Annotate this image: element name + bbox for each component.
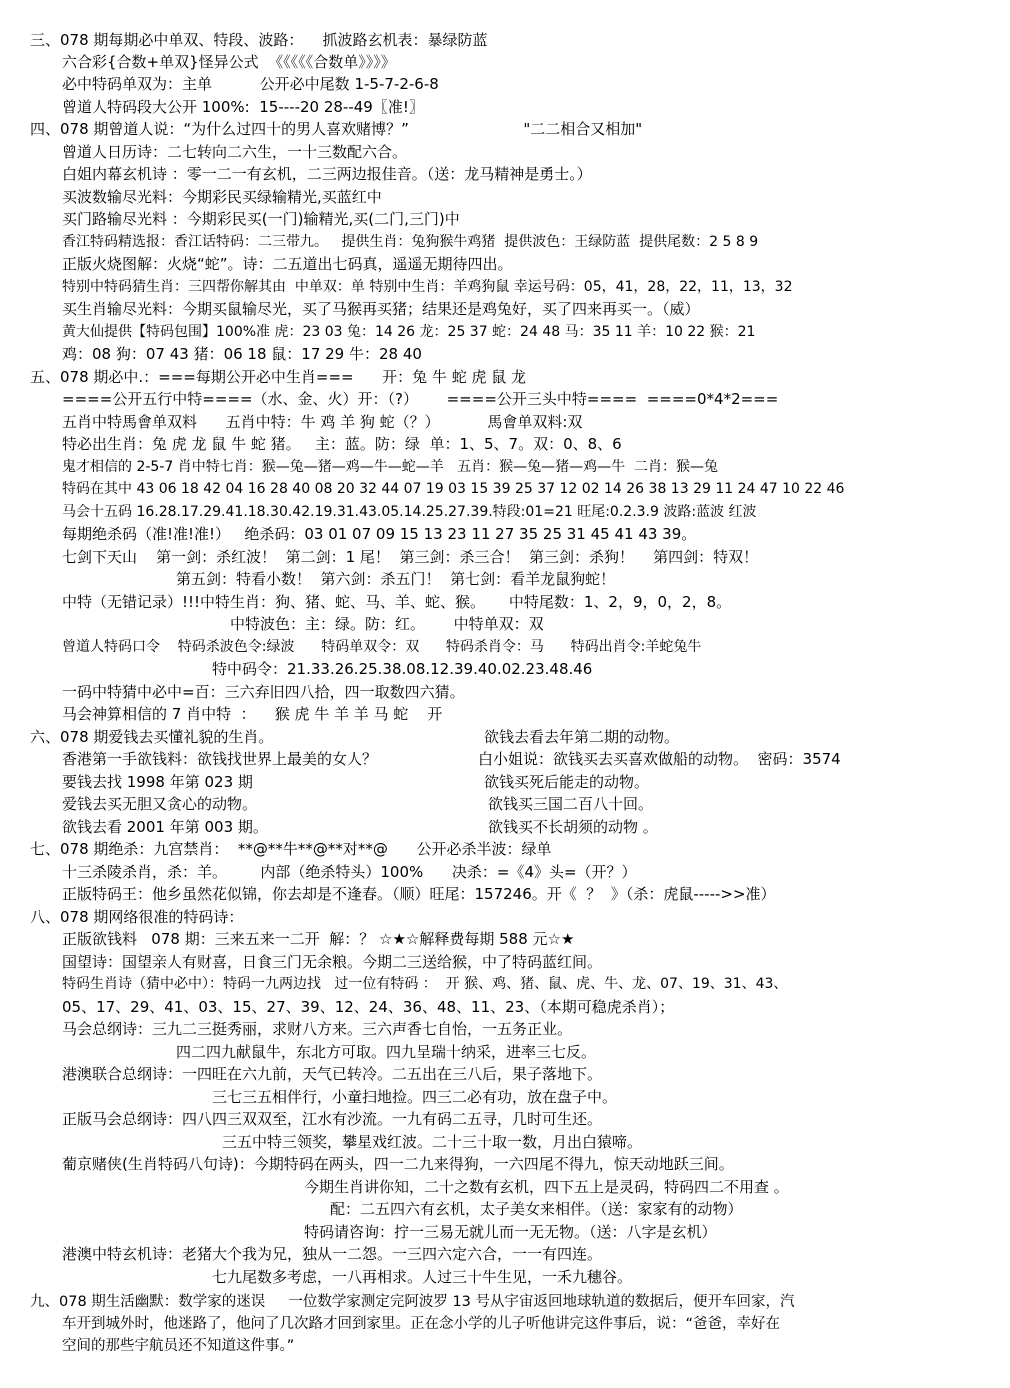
- doc-line: 四、078 期曾道人说：“为什么过四十的男人喜欢赌博？” "二二相合又相加": [30, 120, 643, 138]
- doc-line: 马会十五码 16.28.17.29.41.18.30.42.19.31.43.05.14.25.27.39.特段:01=21 旺尾:0.2.3.9 波路:蓝波 红波: [62, 504, 757, 520]
- doc-line: 欲钱买不长胡须的动物 。: [488, 818, 658, 836]
- doc-line: 正版特码王：他乡虽然花似锦，你去却是不逢春。（顺）旺尾：157246。开《 ？ 》（杀：虎鼠----->>准）: [62, 885, 776, 903]
- doc-line: 特码生肖诗（猜中必中）：特码一九两边找 过一位有特码 ： 开 猴、鸡、猪、鼠、虎、牛、龙、07、19、31、43、: [62, 976, 788, 992]
- doc-line: 鸡：08 狗：07 43 猪：06 18 鼠：17 29 牛：28 40: [62, 345, 422, 363]
- doc-line: 今期生肖讲你知，二十之数有玄机，四下五上是灵码，特码四二不用查 。: [304, 1178, 789, 1196]
- doc-line: 买门路输尽光料 ：今期彩民买(一门)输精光,买(二门,三门)中: [62, 210, 460, 228]
- doc-line: 中特波色：主：绿。防：红。 中特单双：双: [230, 615, 544, 633]
- doc-line: 爱钱去买无胆又贪心的动物。: [62, 795, 258, 813]
- doc-line: 马会神算相信的 7 肖中特 ： 猴 虎 牛 羊 羊 马 蛇 开: [62, 705, 443, 723]
- doc-line: 曾道人日历诗：二七转向二六生，一十三数配六合。: [62, 143, 408, 161]
- doc-line: 欲钱买三国二百八十回。: [488, 795, 654, 813]
- doc-line: 鬼才相信的 2-5-7 肖中特七肖：猴—兔—猪—鸡—牛—蛇—羊 五肖：猴—兔—猪—鸡—牛 二肖：猴—兔: [62, 459, 718, 475]
- doc-line: 车开到城外时，他迷路了，他问了几次路才回到家里。正在念小学的儿子听他讲完这件事后，说：“爸爸，幸好在: [62, 1316, 781, 1332]
- doc-line: 买波数输尽光料：今期彩民买绿输精光,买蓝红中: [62, 188, 382, 206]
- doc-line: 买生肖输尽光料：今期买鼠输尽光，买了马猴再买猪；结果还是鸡兔好，买了四来再买一。（威）: [62, 300, 700, 318]
- doc-line: ====公开五行中特====（水、金、火）开：（?） ====公开三头中特==== ====0*4*2===: [62, 390, 779, 408]
- doc-line: 每期绝杀码（准!准!准!） 绝杀码：03 01 07 09 15 13 23 11 27 35 25 31 45 41 43 39。: [62, 525, 697, 543]
- doc-line: 五肖中特馬會单双料 五肖中特：牛 鸡 羊 狗 蛇（？） 馬會单双料:双: [62, 413, 583, 431]
- doc-line: 欲钱买死后能走的动物。: [484, 773, 650, 791]
- doc-line: 八、078 期网络很准的特码诗：: [30, 908, 244, 926]
- doc-line: 欲钱去看 2001 年第 003 期。: [62, 818, 268, 836]
- doc-line: 特码在其中 43 06 18 42 04 16 28 40 08 20 32 44 07 19 03 15 39 25 37 12 02 14 26 38 13 29 11 24 47 10 22 46: [62, 481, 845, 497]
- doc-line: 黄大仙提供【特码包围】100%准 虎：23 03 兔：14 26 龙：25 37 蛇：24 48 马：35 11 羊：10 22 猴：21: [62, 324, 756, 340]
- doc-line: 05、17、29、41、03、15、27、39、12、24、36、48、11、23、（本期可稳虎杀肖）；: [62, 998, 675, 1016]
- doc-line: 五、078 期必中.：===每期公开必中生肖=== 开：兔 牛 蛇 虎 鼠 龙: [30, 368, 527, 386]
- doc-line: 正版火烧图解：火烧“蛇”。诗：二五道出七码真，遥遥无期待四出。: [62, 255, 513, 273]
- doc-line: 正版欲钱料 078 期：三来五来一二开 解：？ ☆★☆解释费每期 588 元☆★: [62, 930, 575, 948]
- doc-line: 国望诗：国望亲人有财喜，日食三门无余粮。今期二三送给猴，中了特码蓝红间。: [62, 953, 603, 971]
- doc-line: 曾道人特码段大公开 100%: 15----20 28--49〖准!〗: [62, 98, 424, 116]
- doc-line: 港澳联合总纲诗：一四旺在六九前，天气已转冷。二五出在三八后，果子落地下。: [62, 1065, 603, 1083]
- doc-line: 白姐内幕玄机诗 ：零一二一有玄机，二三两边报佳音。（送：龙马精神是勇士。）: [62, 165, 592, 183]
- doc-line: 特码请咨询：拧一三易无就儿而一无无物。（送：八字是玄机）: [304, 1223, 717, 1241]
- doc-line: 一码中特猜中必中=百：三六弃旧四八拾，四一取数四六猜。: [62, 683, 465, 701]
- doc-line: 配：二五四六有玄机，太子美女来相伴。（送：家家有的动物）: [330, 1200, 743, 1218]
- doc-line: 白小姐说：欲钱买去买喜欢做船的动物。 密码：3574: [478, 750, 841, 768]
- doc-line: 三、078 期每期必中单双、特段、波路： 抓波路玄机表：暴绿防蓝: [30, 31, 488, 49]
- doc-line: 要钱去找 1998 年第 023 期: [62, 773, 253, 791]
- doc-line: 七九尾数多考虑，一八再相求。人过三十牛生见，一禾九穗谷。: [212, 1268, 633, 1286]
- doc-line: 香港第一手欲钱料：欲钱找世界上最美的女人？: [62, 750, 378, 768]
- doc-line: 六、078 期爱钱去买懂礼貌的生肖。: [30, 728, 274, 746]
- doc-line: 七、078 期绝杀：九宫禁肖： **@**牛**@**对**@ 公开必杀半波：绿单: [30, 840, 552, 858]
- doc-line: 港澳中特玄机诗：老猪大个我为兄，独从一二怨。一三四六定六合，一一有四连。: [62, 1245, 603, 1263]
- doc-line: 十三杀陵杀肖，杀：羊。 内部（绝杀特头）100% 决杀：=《4》头=（开？）: [62, 863, 637, 881]
- doc-line: 四二四九献鼠牛，东北方可取。四九呈瑞十纳采，进率三七反。: [176, 1043, 597, 1061]
- doc-line: 六合彩{合数+单双}怪异公式 《《《《《合数单》》》》: [62, 53, 396, 71]
- doc-line: 空间的那些宇航员还不知道这件事。”: [62, 1338, 295, 1354]
- doc-line: 三七三五相伴行，小童扫地捡。四三二必有功，放在盘子中。: [212, 1088, 618, 1106]
- doc-line: 第五剑：特看小数！ 第六剑：杀五门！ 第七剑：看羊龙鼠狗蛇！: [176, 570, 616, 588]
- doc-line: 必中特码单双为：主单 公开必中尾数 1-5-7-2-6-8: [62, 75, 439, 93]
- doc-line: 中特（无错记录）!!!中特生肖：狗、猪、蛇、马、羊、蛇、猴。 中特尾数：1、2，9，0，2，8。: [62, 593, 732, 611]
- doc-line: 九、078 期生活幽默：数学家的迷误 一位数学家测定完阿波罗 13 号从宇宙返回地球轨道的数据后，便开车回家，汽: [30, 1294, 795, 1310]
- doc-line: 香江特码精选报：香江话特码：二三带九。 提供生肖：兔狗猴牛鸡猪 提供波色：王绿防蓝 提供尾数：2 5 8 9: [62, 234, 759, 250]
- doc-line: 葡京赌侠(生肖特码八句诗)：今期特码在两头，四一二九来得狗，一六四尾不得九，惊天动地跃三间。: [62, 1155, 734, 1173]
- doc-line: 特必出生肖：兔 虎 龙 鼠 牛 蛇 猪。 主：蓝。防：绿 单：1、5、7。双：0、8、6: [62, 435, 622, 453]
- doc-line: 正版马会总纲诗：四八四三双双至，江水有沙流。一九有码二五寻，几时可生还。: [62, 1110, 603, 1128]
- doc-line: 马会总纲诗：三九二三挺秀丽，求财八方来。三六声香七自怡，一五务正业。: [62, 1020, 573, 1038]
- doc-line: 七剑下天山 第一剑：杀红波！ 第二剑：1 尾！ 第三剑：杀三合！ 第三剑：杀狗！ 第四剑：特双！: [62, 548, 759, 566]
- doc-line: 曾道人特码口令 特码杀波色令:绿波 特码单双令：双 特码杀肖令：马 特码出肖令:羊蛇兔牛: [62, 639, 702, 655]
- doc-line: 特中码令：21.33.26.25.38.08.12.39.40.02.23.48.46: [212, 660, 593, 678]
- doc-line: 特别中特码猜生肖：三四帮你解其由 中单双：单 特别中生肖：羊鸡狗鼠 幸运号码：05，41，28，22，11，13，32: [62, 279, 793, 295]
- doc-line: 欲钱去看去年第二期的动物。: [484, 728, 680, 746]
- doc-line: 三五中特三领奖，攀星戏红波。二十三十取一数，月出白猿啼。: [222, 1133, 643, 1151]
